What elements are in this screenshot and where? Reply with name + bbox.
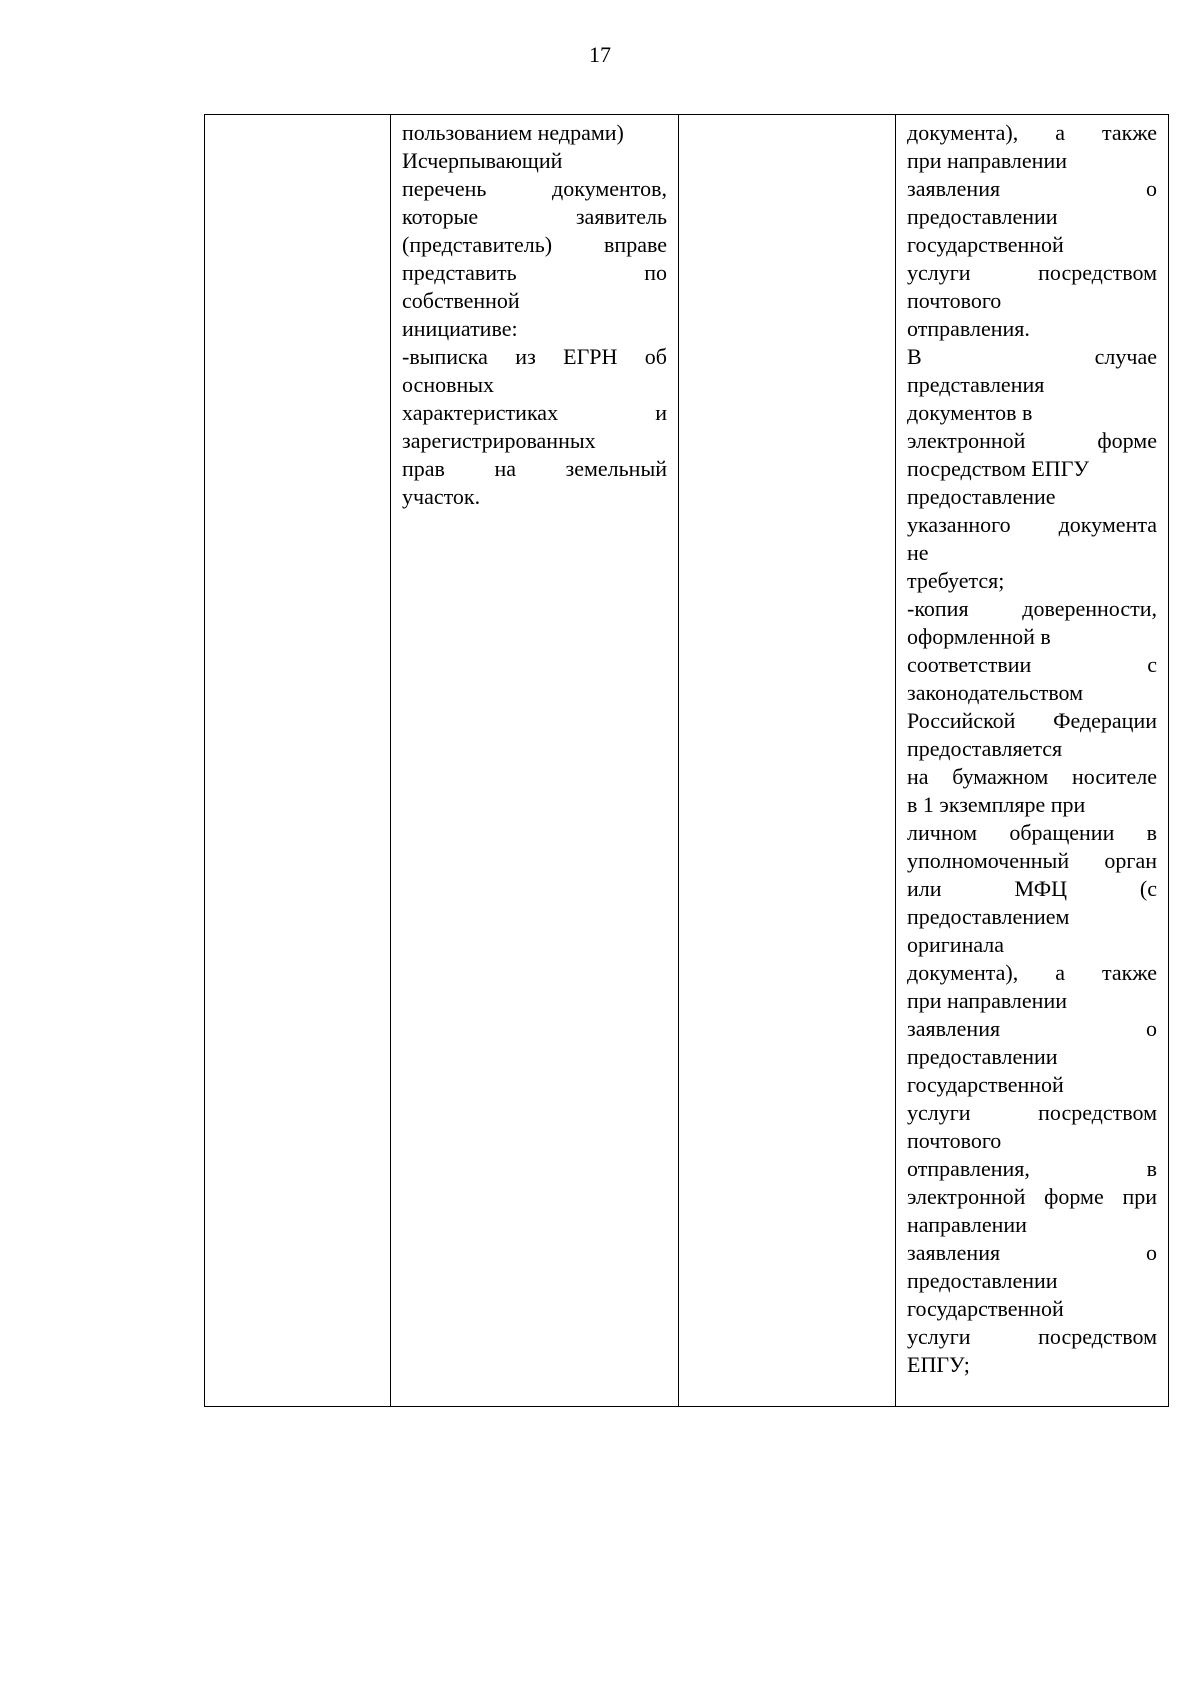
text-line: государственной <box>907 1072 1064 1097</box>
text-line: или МФЦ (с <box>907 876 1157 901</box>
text-line: инициативе: <box>402 316 518 341</box>
text-line: заявления о <box>907 1016 1157 1041</box>
text-line: услуги посредством <box>907 1324 1157 1349</box>
text-line: -выписка из ЕГРН об <box>402 344 667 369</box>
text-line: отправления, в <box>907 1156 1157 1181</box>
text-line: Российской Федерации <box>907 708 1157 733</box>
text-line: предоставлением <box>907 904 1070 929</box>
text-line: предоставлении <box>907 1268 1058 1293</box>
text-line: законодательством <box>907 680 1084 705</box>
text-line: документа), а также <box>907 120 1157 145</box>
text-line: при направлении <box>907 148 1067 173</box>
text-line: отправления. <box>907 316 1030 341</box>
table-row <box>205 115 1169 1407</box>
text-line: соответствии с <box>907 652 1157 677</box>
text-line: услуги посредством <box>907 1100 1157 1125</box>
text-line: пользованием недрами) <box>402 120 624 145</box>
text-line: при направлении <box>907 988 1067 1013</box>
text-line: предоставлении <box>907 204 1058 229</box>
text-line: государственной <box>907 232 1064 257</box>
text-line: документа), а также <box>907 960 1157 985</box>
table-cell-2 <box>391 115 679 1407</box>
text-line: предоставление <box>907 484 1056 509</box>
table-cell-1 <box>205 115 391 1407</box>
text-line: указанного документа <box>907 512 1157 537</box>
text-line: документов в <box>907 400 1033 425</box>
text-line: оформленной в <box>907 624 1051 649</box>
text-line: Исчерпывающий <box>402 148 563 173</box>
text-line: не <box>907 540 929 565</box>
text-line: заявления о <box>907 1240 1157 1265</box>
text-line: (представитель) вправе <box>402 232 667 257</box>
text-line: услуги посредством <box>907 260 1157 285</box>
text-line: предоставлении <box>907 1044 1058 1069</box>
text-line: требуется; <box>907 568 1005 593</box>
text-line: ЕПГУ; <box>907 1352 970 1377</box>
table-cell-4 <box>896 115 1169 1407</box>
page-number: 17 <box>589 42 611 67</box>
text-line: электронной форме <box>907 428 1157 453</box>
text-line: электронной форме при <box>907 1184 1157 1209</box>
text-line: -копия доверенности, <box>907 596 1157 621</box>
text-line: в 1 экземпляре при <box>907 792 1086 817</box>
text-line: посредством ЕПГУ <box>907 456 1089 481</box>
text-line: представления <box>907 372 1045 397</box>
text-line: направлении <box>907 1212 1027 1237</box>
text-line: государственной <box>907 1296 1064 1321</box>
text-line: основных <box>402 372 495 397</box>
text-line: характеристиках и <box>402 400 667 425</box>
text-line: почтового <box>907 288 1002 313</box>
text-line: оригинала <box>907 932 1005 957</box>
text-line: которые заявитель <box>402 204 667 229</box>
text-line: на бумажном носителе <box>907 764 1157 789</box>
text-line: личном обращении в <box>907 820 1157 845</box>
document-table <box>204 114 1169 1407</box>
table-cell-3 <box>679 115 896 1407</box>
text-line: уполномоченный орган <box>907 848 1157 873</box>
text-line: участок. <box>402 484 481 509</box>
text-line: прав на земельный <box>402 456 667 481</box>
text-line: собственной <box>402 288 520 313</box>
text-line: зарегистрированных <box>402 428 596 453</box>
text-line: В случае <box>907 344 1157 369</box>
text-line: представить по <box>402 260 667 285</box>
text-line: почтового <box>907 1128 1002 1153</box>
text-line: предоставляется <box>907 736 1063 761</box>
text-line: перечень документов, <box>402 176 667 201</box>
text-line: заявления о <box>907 176 1157 201</box>
